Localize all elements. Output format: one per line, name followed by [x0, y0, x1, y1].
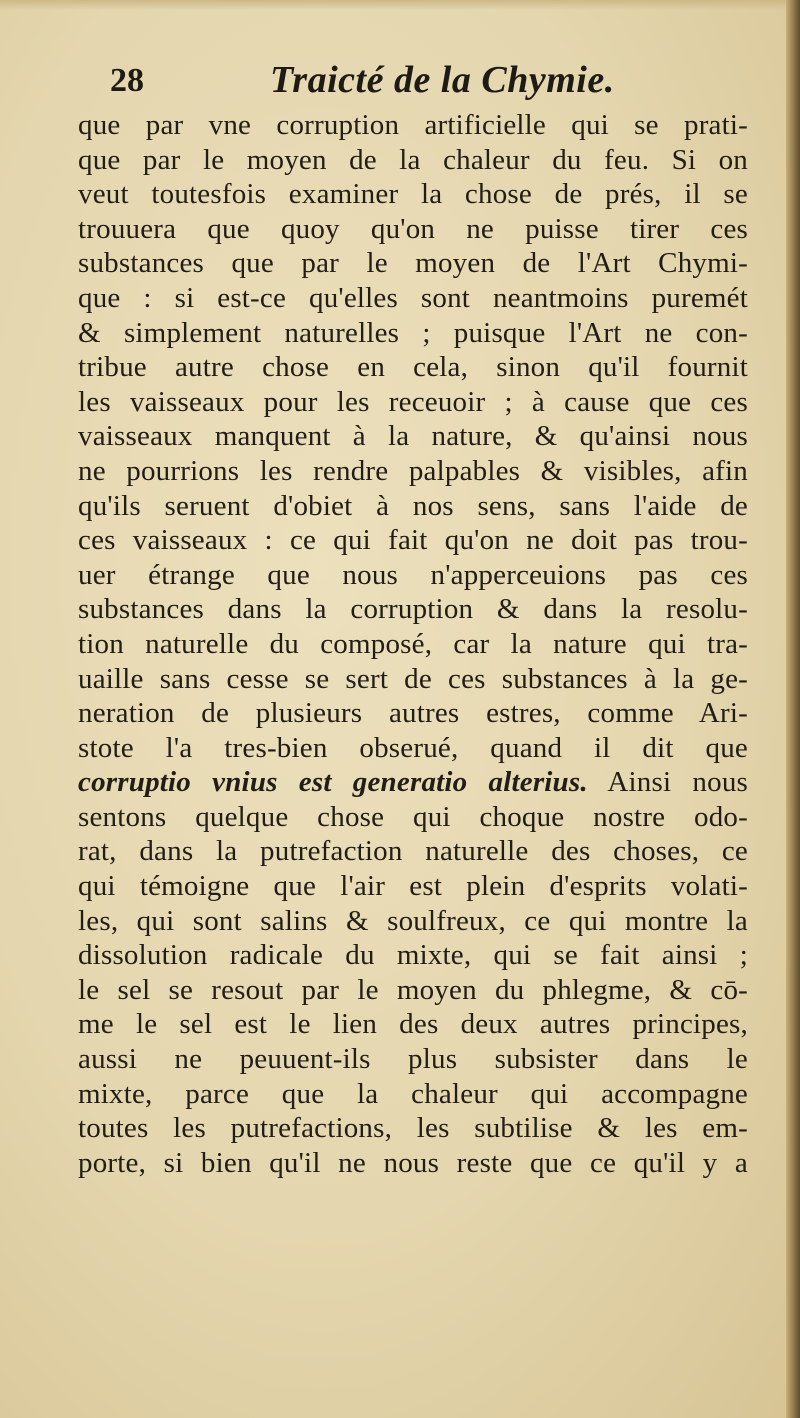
running-title: Traicté de la Chymie.	[270, 59, 615, 101]
text-line: que : si est-ce qu'elles sont neantmoins puremét	[78, 281, 748, 314]
page-header	[100, 58, 740, 114]
text-line: tribue autre chose en cela, sinon qu'il fournit	[78, 351, 748, 384]
text-line: substances dans la corruption & dans la resolu-	[78, 593, 748, 626]
text-line: dissolution radicale du mixte, qui se fait ainsi ;	[78, 939, 748, 972]
latin-quote: corruptio vnius est generatio alterius.	[78, 766, 588, 799]
text-line: toutes les putrefactions, les subtilise & les em-	[78, 1112, 748, 1145]
text-line: les, qui sont salins & soulfreux, ce qui montre la	[78, 904, 748, 937]
text-line: uaille sans cesse se sert de ces substances à la ge-	[78, 662, 748, 695]
page-number: 28	[110, 62, 144, 99]
text-line: les vaisseaux pour les receuoir ; à cause que ces	[78, 385, 748, 418]
text-line: neration de plusieurs autres estres, comme Ari-	[78, 697, 748, 730]
text-line: sentons quelque chose qui choque nostre odo-	[78, 800, 748, 833]
text-line: qu'ils seruent d'obiet à nos sens, sans l'aide de	[78, 489, 748, 522]
body-text	[78, 108, 748, 1180]
text-line: le sel se resout par le moyen du phlegme, & cō-	[78, 973, 748, 1006]
text-line: uer étrange que nous n'apperceuions pas ces	[78, 558, 748, 591]
text-line: me le sel est le lien des deux autres principes,	[78, 1008, 748, 1041]
page-binding-edge	[786, 0, 800, 1418]
text-line: trouuera que quoy qu'on ne puisse tirer ces	[78, 212, 748, 245]
text-line: ces vaisseaux : ce qui fait qu'on ne doit pas trou-	[78, 524, 748, 557]
text-line: que par le moyen de la chaleur du feu. Si on	[78, 143, 748, 176]
page-top-edge	[0, 0, 800, 10]
text-line: tion naturelle du composé, car la nature qui tra-	[78, 627, 748, 660]
text-line: aussi ne peuuent-ils plus subsister dans le	[78, 1043, 748, 1076]
text-line: porte, si bien qu'il ne nous reste que ce qu'il y a	[78, 1146, 748, 1179]
text-line: ne pourrions les rendre palpables & visibles, afin	[78, 454, 748, 487]
text-line: corruptio vnius est generatio alterius. Ainsi nous	[78, 766, 748, 799]
text-line: stote l'a tres-bien obserué, quand il dit que	[78, 731, 748, 764]
text-line: mixte, parce que la chaleur qui accompagne	[78, 1077, 748, 1110]
text-line: que par vne corruption artificielle qui se prati-	[78, 109, 748, 141]
text-line: rat, dans la putrefaction naturelle des choses, ce	[78, 835, 748, 868]
text-line: substances que par le moyen de l'Art Chymi-	[78, 247, 748, 280]
text-line: & simplement naturelles ; puisque l'Art ne con-	[78, 316, 748, 349]
text-line: qui témoigne que l'air est plein d'esprits volati-	[78, 870, 748, 903]
text-line: vaisseaux manquent à la nature, & qu'ainsi nous	[78, 420, 748, 453]
text-line: veut toutesfois examiner la chose de prés, il se	[78, 178, 748, 211]
